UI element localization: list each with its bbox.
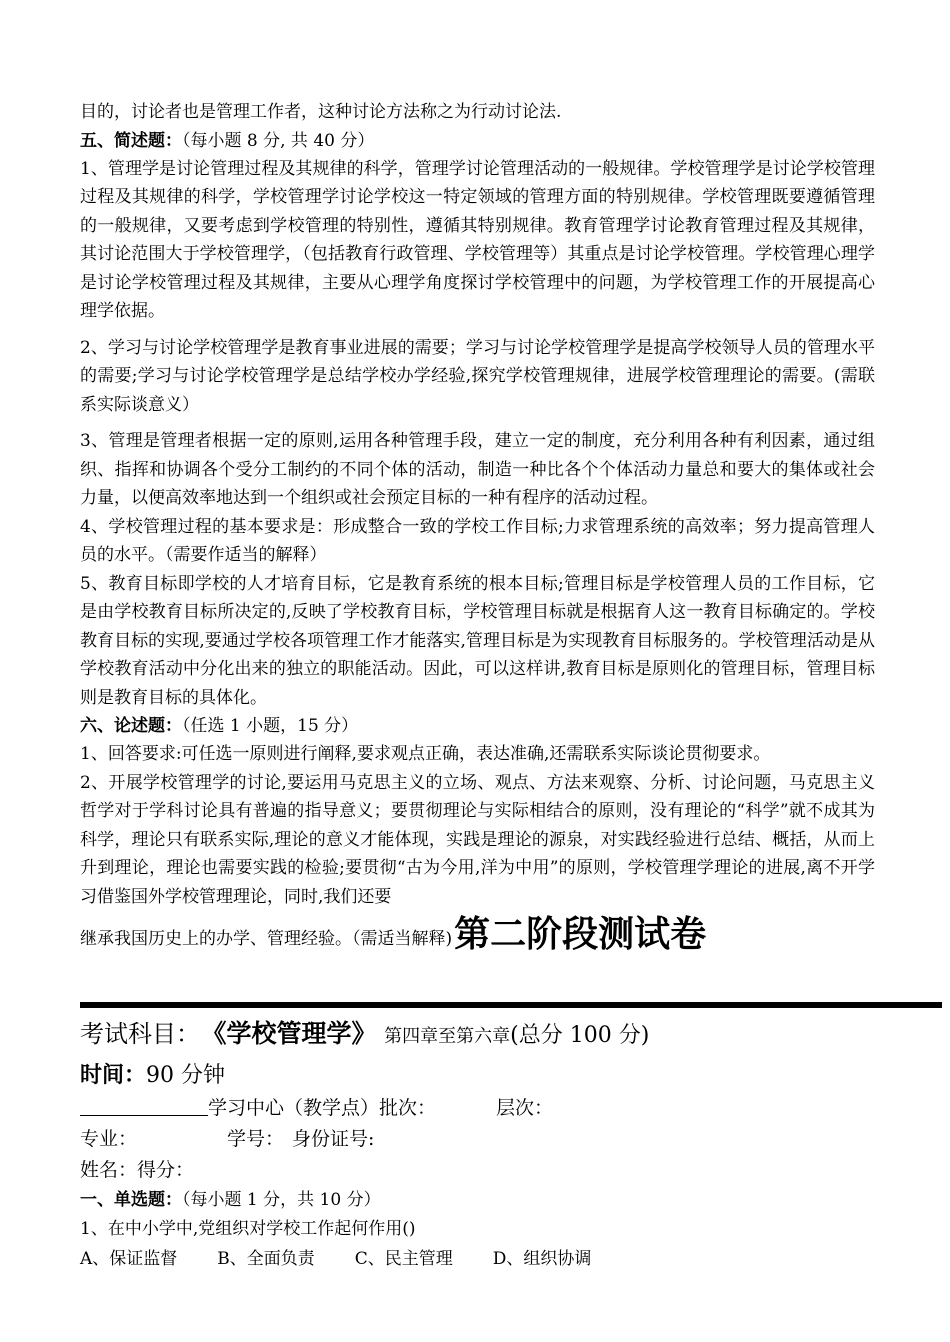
exam-header xyxy=(80,1014,940,1274)
option-c: C、民主管理 xyxy=(354,1249,453,1269)
document-body xyxy=(80,98,875,959)
subject-label: 考试科目： xyxy=(80,1020,200,1048)
section-1-title: 一、单选题： xyxy=(80,1190,182,1210)
time-line xyxy=(80,1059,940,1093)
section-6-answer-1: 1、回答要求:可任选一原则进行阐释,要求观点正确，表达准确,还需联系实际谈论贯彻要求。 xyxy=(80,744,771,764)
section-5-answer-4: 4、学校管理过程的基本要求是：形成整合一致的学校工作目标;力求管理系统的高效率；努力提高管理人员的水平。（需要作适当的解释） xyxy=(80,516,875,565)
total-score: (总分 100 分) xyxy=(510,1023,650,1048)
id-label: 身份证号: xyxy=(292,1128,375,1150)
section-6-title: 六、论述题： xyxy=(80,716,182,736)
stage-title: 第二阶段测试卷 xyxy=(454,914,707,955)
section-6-note: （任选 1 小题，15 分） xyxy=(182,716,359,736)
section-6-last-text: 继承我国历史上的办学、管理经验。（需适当解释) xyxy=(80,929,453,949)
subject-line xyxy=(80,1014,940,1057)
section-5-heading xyxy=(80,127,875,155)
center-line xyxy=(80,1093,940,1124)
section-5-answer-1: 1、管理学是讨论管理过程及其规律的科学，管理学讨论管理活动的一般规律。学校管理学是讨论学校管理过程及其规律的科学，学校管理学讨论学校这一特定领域的管理方面的特别规律。学校管理既要遵循管理的一般规律，又要考虑到学校管理的特别性，遵循其特别规律。教育管理学讨论教育管理过程及其规律，其讨论范围大于学校管理学，（包括教育行政管理、学校管理等）其重点是讨论学校管理。学校管理心理学是讨论学校管理过程及其规律，主要从心理学角度探讨学校管理中的问题，为学校管理工作的开展提高心理学依据。 xyxy=(80,158,875,321)
name-line xyxy=(80,1155,940,1186)
option-b: B、全面负责 xyxy=(217,1249,315,1269)
section-5-title: 五、简述题： xyxy=(80,130,182,151)
section-6-heading xyxy=(80,712,875,740)
continued-paragraph: 目的，讨论者也是管理工作者，这种讨论方法称之为行动讨论法. xyxy=(80,102,562,122)
question-1: 1、在中小学中,党组织对学校工作起何作用() xyxy=(80,1219,416,1239)
name-label: 姓名： xyxy=(80,1159,138,1181)
subject-name: 《学校管理学》 xyxy=(214,1019,377,1048)
option-d: D、组织协调 xyxy=(492,1249,592,1269)
section-5-answer-2: 2、学习与讨论学校管理学是教育事业进展的需要；学习与讨论学校管理学是提高学校领导人员的管理水平的需要;学习与讨论学校管理学是总结学校办学经验,探究学校管理规律，进展学校管理理论的需要。(需联系实际谈意义） xyxy=(80,337,875,415)
section-6-last-line xyxy=(80,915,875,959)
time-label: 时间： xyxy=(80,1063,147,1088)
time-value: 90 分钟 xyxy=(146,1063,226,1088)
section-5-answer-5: 5、教育目标即学校的人才培育目标，它是教育系统的根本目标;管理目标是学校管理人员的工作目标，它是由学校教育目标所决定的,反映了学校教育目标，学校管理目标就是根据育人这一教育目标确定的。学校教育目标的实现,要通过学校各项管理工作才能落实,管理目标是为实现教育目标服务的。学校管理活动是从学校教育活动中分化出来的独立的职能活动。因此，可以这样讲,教育目标是原则化的管理目标，管理目标则是教育目标的具体化。 xyxy=(80,573,875,708)
chapter-range: 第四章至第六章 xyxy=(384,1026,511,1047)
title-divider xyxy=(80,1002,942,1008)
option-a: A、保证监督 xyxy=(80,1249,178,1269)
student-no-label: 学号： xyxy=(227,1128,285,1150)
level-label: 层次： xyxy=(496,1097,554,1119)
section-5-note: （每小题 8 分, 共 40 分） xyxy=(182,130,375,151)
section-6-answer-2: 2、开展学校管理学的讨论,要运用马克思主义的立场、观点、方法来观察、分析、讨论问题，马克思主义哲学对于学科讨论具有普遍的指导意义；要贯彻理论与实际相结合的原则，没有理论的“科学”就不成其为科学，理论只有联系实际,理论的意义才能体现，实践是理论的源泉，对实践经验进行总结、概括，从而上升到理论，理论也需要实践的检验;要贯彻“古为今用,洋为中用”的原则，学校管理学理论的进展,离不开学习借鉴国外学校管理理论，同时,我们还要 xyxy=(80,772,875,907)
score-label: 得分： xyxy=(137,1159,195,1181)
section-1-note: （每小题 1 分，共 10 分） xyxy=(182,1190,381,1210)
center-blank[interactable] xyxy=(80,1095,208,1116)
section-5-answer-3: 3、管理是管理者根据一定的原则,运用各种管理手段，建立一定的制度，充分利用各种有利因素，通过组织、指挥和协调各个受分工制约的不同个体的活动，制造一种比各个个体活动力量总和要大的集体或社会力量，以便高效率地达到一个组织或社会预定目标的一种有程序的活动过程。 xyxy=(80,431,875,508)
center-label: 学习中心（教学点）批次： xyxy=(208,1097,437,1119)
major-line xyxy=(80,1124,940,1155)
question-1-options xyxy=(80,1244,940,1274)
major-label: 专业： xyxy=(80,1128,138,1150)
section-1-heading xyxy=(80,1186,940,1214)
